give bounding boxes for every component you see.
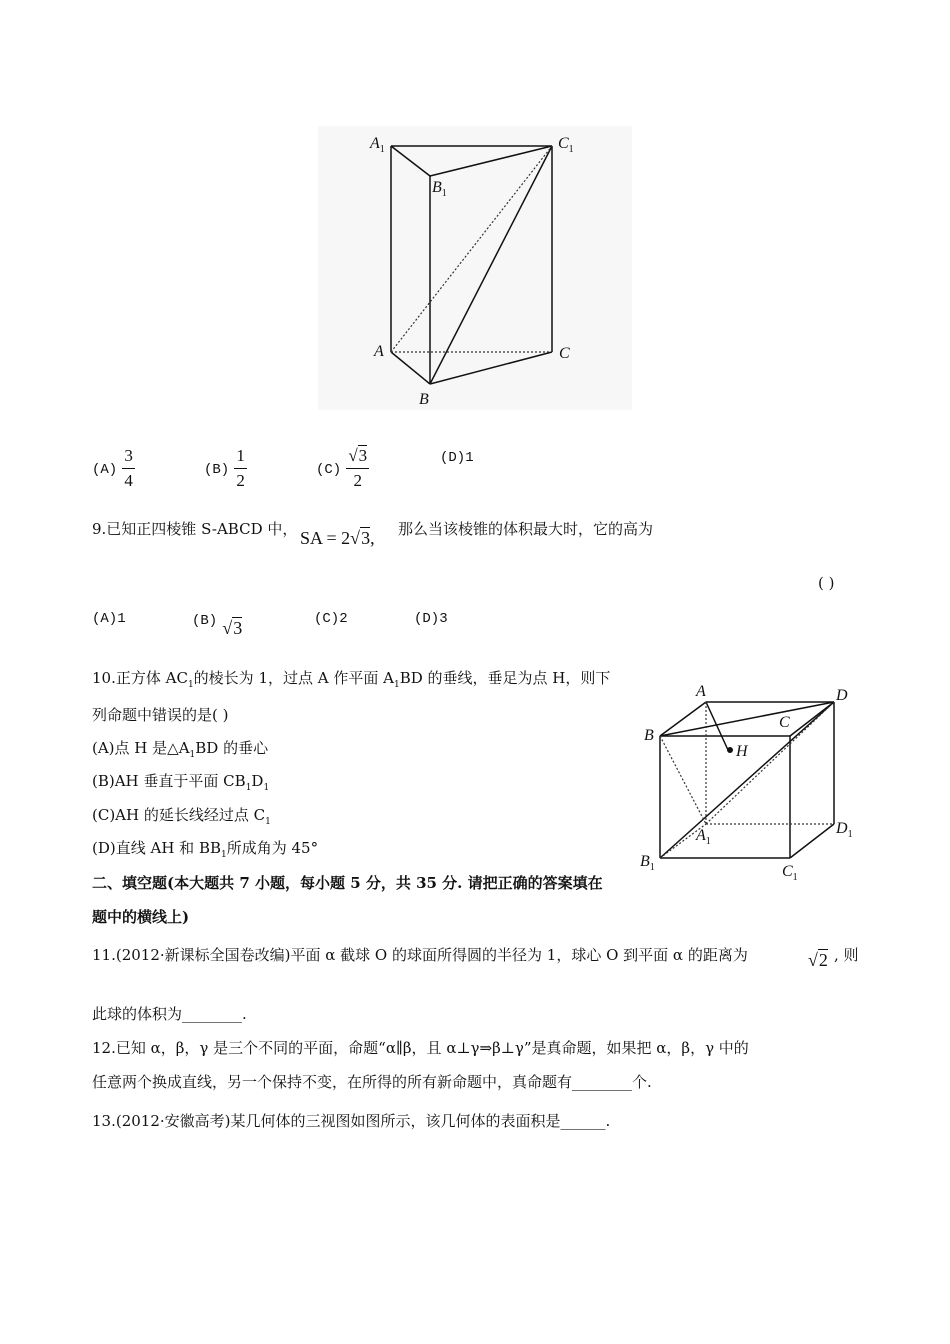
q11-line2: 此球的体积为________. (92, 1005, 247, 1023)
label-a1: $A_1$ (370, 135, 385, 155)
label-b: B (419, 391, 429, 408)
cube-figure (640, 680, 860, 884)
label-b1: $B_1$ (640, 853, 655, 873)
label-c1: $C_1$ (558, 135, 574, 155)
q11-radical: √2 (808, 950, 828, 970)
edge-c1d1 (790, 824, 834, 858)
fraction: $\frac{√3}{2}$ (348, 446, 368, 490)
label-b: B (644, 727, 654, 744)
label-d1: $D_1$ (836, 820, 853, 840)
prism-diagram (318, 126, 632, 410)
q10-option-d[interactable]: (D)直线 AH 和 $BB_1$所成角为 45° (92, 839, 319, 860)
q11-line1: 11.(2012·新课标全国卷改编)平面 α 截球 O 的球面所得圆的半径为 1，球心 O 到平面 α 的距离为 (92, 946, 748, 964)
q9-answer-bracket[interactable]: ( ) (818, 574, 835, 592)
edge-bd (660, 702, 834, 736)
label-a: A (374, 343, 384, 360)
q10-option-c[interactable]: (C)AH 的延长线经过点 $C_1$ (92, 806, 271, 827)
q13-line1: 13.(2012·安徽高考)某几何体的三视图如图所示，该几何体的表面积是______. (92, 1112, 611, 1130)
label-d: D (836, 687, 848, 704)
q12-line2: 任意两个换成直线，另一个保持不变，在所得的所有新命题中，真命题有________个. (92, 1073, 652, 1091)
q10-line2: 列命题中错误的是( ) (92, 706, 229, 724)
label-a: A (696, 683, 706, 700)
q8-option-a[interactable]: (A) $\frac{3}{4}$ (92, 444, 135, 493)
q10-line1: 10.正方体 $AC_1$的棱长为 1，过点 A 作平面 $A_1BD$ 的垂线，垂足为点 H，则下 (92, 669, 611, 690)
q9-option-a[interactable]: (A)1 (92, 611, 126, 627)
label-c: C (779, 714, 790, 731)
section-heading-line1: 二、填空题(本大题共 7 小题，每小题 5 分，共 35 分. 请把正确的答案填在 (92, 874, 603, 892)
q11-tail: , 则 (834, 946, 859, 964)
hidden-diagonal-ac1 (391, 146, 552, 352)
q12-line1: 12.已知 α，β，γ 是三个不同的平面，命题“α∥β，且 α⊥γ⇒β⊥γ”是真命题，如果把 α，β，γ 中的 (92, 1039, 749, 1057)
q9-formula: SA = 2√3, (300, 528, 375, 548)
q9-option-b[interactable]: (B) √3 (192, 613, 243, 638)
q9-text-before: 9.已知正四棱锥 S-ABCD 中， (92, 520, 298, 538)
q9-text-after: 那么当该棱锥的体积最大时，它的高为 (398, 520, 654, 538)
label-a1: $A_1$ (696, 827, 711, 847)
edge-b1c1 (430, 146, 552, 176)
label-c1: $C_1$ (782, 863, 798, 880)
prism-figure (318, 126, 632, 410)
edge-a1b1 (391, 146, 430, 176)
q10-option-a[interactable]: (A)点 H 是$\triangle A_1BD$ 的垂心 (92, 739, 269, 760)
q10-option-b[interactable]: (B)AH 垂直于平面 $CB_1D_1$ (92, 772, 270, 793)
edge-b1d (660, 702, 834, 858)
fraction: $\frac{3}{4}$ (124, 446, 133, 490)
q8-option-d[interactable]: (D)1 (440, 450, 474, 466)
q8-option-c[interactable]: (C) $\frac{√3}{2}$ (316, 444, 369, 493)
edge-ab (391, 352, 430, 384)
hidden-edge-a1d (706, 702, 834, 824)
q9-option-d[interactable]: (D)3 (414, 611, 448, 627)
label-b1: $B_1$ (432, 179, 447, 199)
edge-bc (430, 352, 552, 384)
diagonal-bc1 (430, 146, 552, 384)
point-h (727, 747, 733, 753)
cube-diagram (640, 680, 860, 880)
fraction: $\frac{1}{2}$ (236, 446, 245, 490)
label-h: H (736, 743, 748, 760)
label-c: C (559, 345, 570, 362)
hidden-edge-ba1 (660, 736, 706, 824)
q9-option-c[interactable]: (C)2 (314, 611, 348, 627)
q8-option-b[interactable]: (B) $\frac{1}{2}$ (204, 444, 247, 493)
section-heading-line2: 题中的横线上) (92, 908, 190, 926)
